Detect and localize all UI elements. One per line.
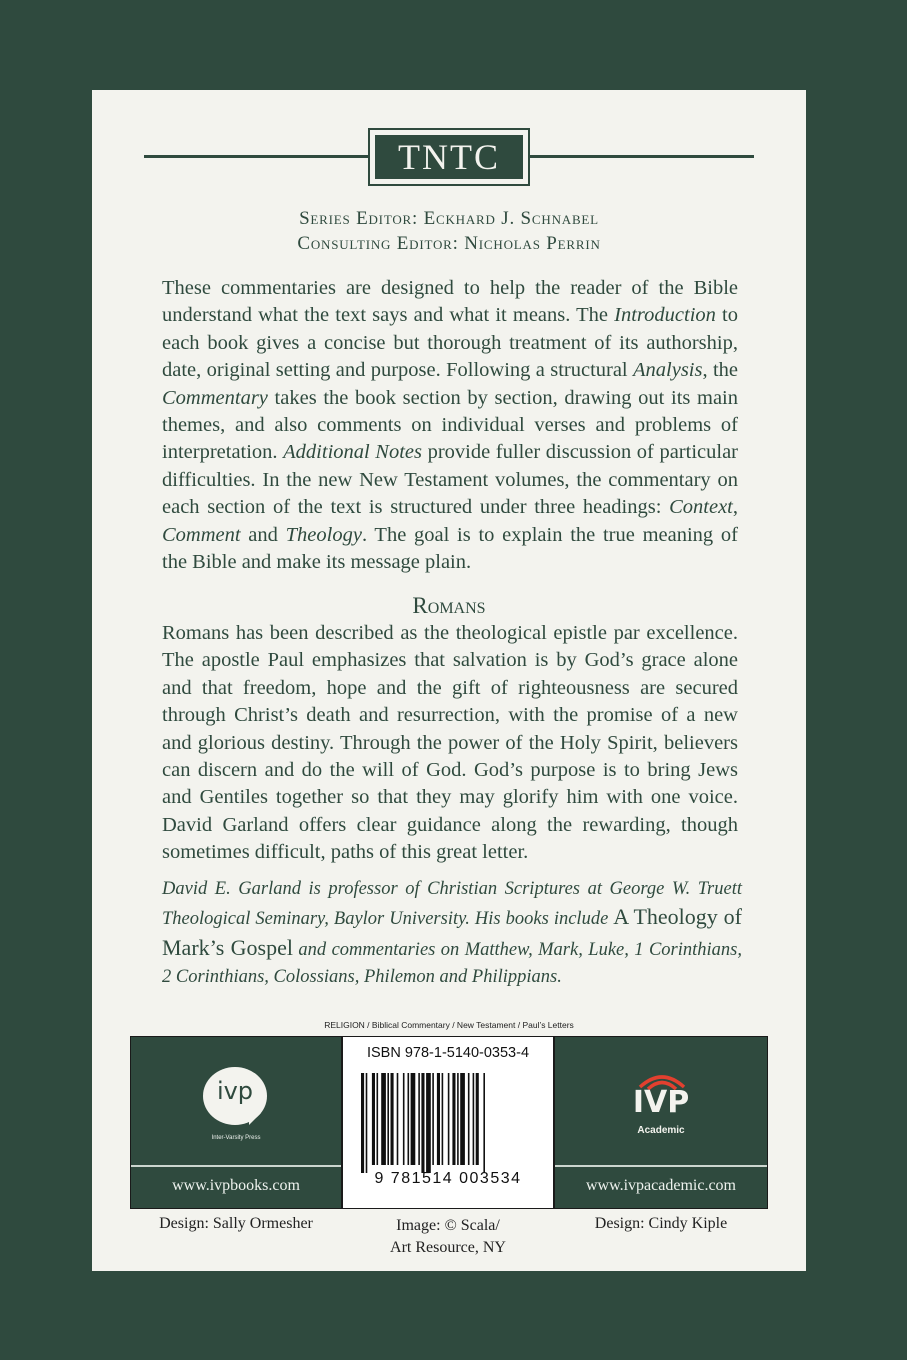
romans-heading: Romans (412, 593, 486, 618)
ivp-logo-tail (249, 1113, 261, 1125)
tntc-logo-text: TNTC (375, 135, 523, 179)
design-credit-right: Design: Cindy Kiple (594, 1215, 728, 1232)
ivp-academic-box (554, 1036, 768, 1209)
ivp-url[interactable]: www.ivpbooks.com (172, 1177, 300, 1194)
tntc-logo (368, 128, 530, 186)
ivp-subtitle: Inter-Varsity Press (211, 1135, 261, 1141)
barcode-number: 9 781514 003534 (374, 1170, 522, 1187)
series-editor: Series Editor: Eckhard J. Schnabel (299, 208, 599, 229)
category-line: RELIGION / Biblical Commentary / New Testament / Paul’s Letters (324, 1020, 574, 1030)
author-bio: David E. Garland is professor of Christian Scriptures at George W. Truett Theological Seminary, Baylor University. His books include A Theology of Mark’s Gospel and commentaries on Matthew, Mark, Luke, 1 Corinthians, 2 Corinthians, Colossians, Philemon and Philippians. (162, 879, 743, 988)
ivp-divider (131, 1165, 341, 1167)
isbn-text: ISBN 978-1-5140-0353-4 (366, 1045, 530, 1061)
barcode-icon (361, 1073, 537, 1173)
back-cover-panel (92, 90, 806, 1271)
image-credit: Image: © Scala/ Art Resource, NY (390, 1217, 506, 1256)
series-description: These commentaries are designed to help the reader of the Bible understand what the text says and what it means. The Introduction to each book gives a concise but thorough treatment of its authorship, date, original setting and purpose. Following a structural Analysis, the Commentary takes the book section by section, drawing out its main themes, and also comments on individual verses and problems of interpretation. Additional Notes provide fuller discussion of particular difficulties. In the new New Testament volumes, the commentary on each section of the text is structured under three headings: Context, Comment and Theology. The goal is to explain the true meaning of the Bible and make its message plain. (162, 277, 738, 574)
ivp-academic-subtitle: Academic (637, 1125, 685, 1136)
romans-description: Romans has been described as the theological epistle par excellence. The apostle Paul emphasizes that salvation is by God’s grace alone and that freedom, hope and the gift of righteousness are secured through Christ’s death and resurrection, with the promise of a new and glorious destiny. Through the power of the Holy Spirit, believers can discern and do the will of God. God’s purpose is to bring Jews and Gentiles together so that they may glorify him with one voice. David Garland offers clear guidance along the rewarding, though sometimes difficult, paths of this great letter. (162, 622, 738, 864)
header-rule-left (144, 155, 368, 158)
consulting-editor: Consulting Editor: Nicholas Perrin (297, 233, 601, 254)
ivp-logo: ivp (216, 1077, 254, 1105)
header-rule-right (530, 155, 754, 158)
barcode-box (342, 1036, 554, 1209)
ivp-box (130, 1036, 342, 1209)
ivp-academic-divider (555, 1165, 767, 1167)
design-credit-left: Design: Sally Ormesher (159, 1215, 313, 1232)
ivp-academic-logo: IVP (632, 1085, 690, 1120)
ivp-academic-url[interactable]: www.ivpacademic.com (585, 1177, 736, 1194)
